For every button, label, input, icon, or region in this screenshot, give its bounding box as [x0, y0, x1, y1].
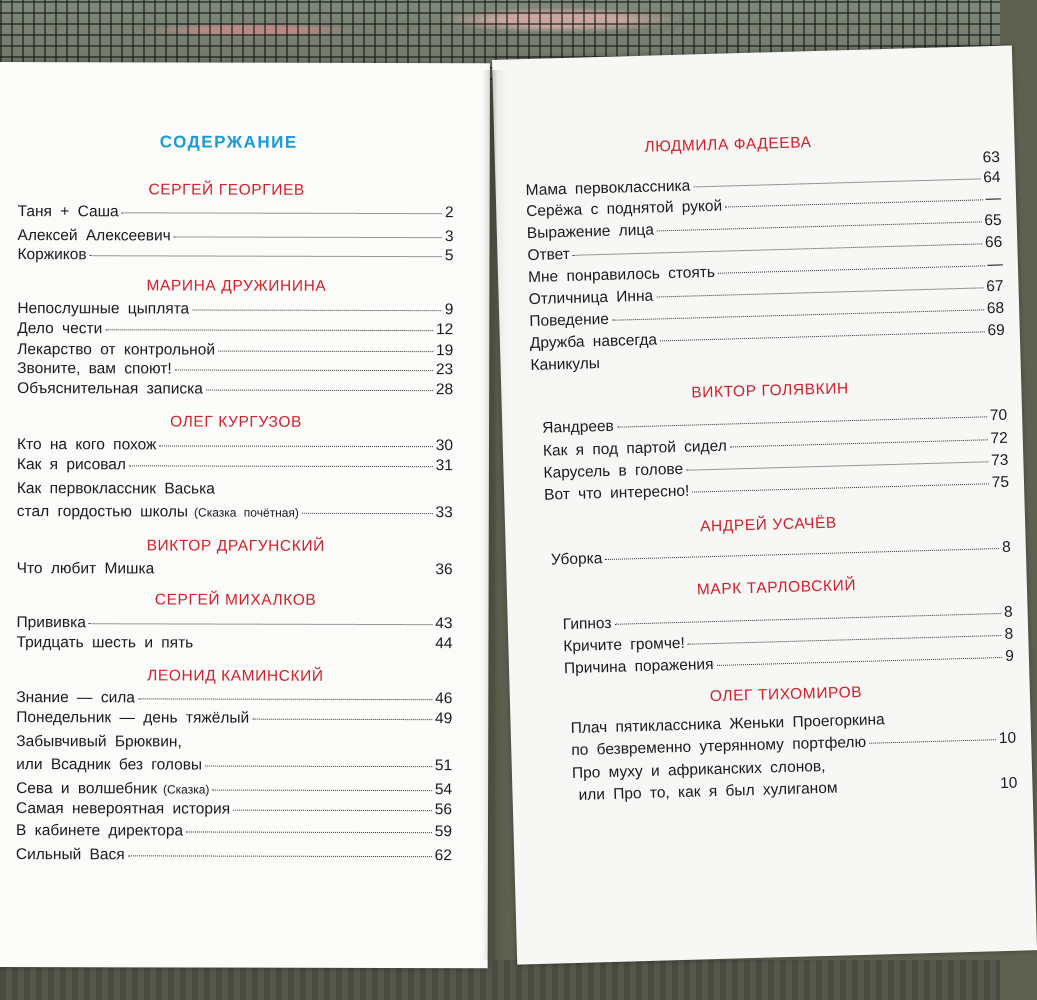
toc-entry: Причина поражения 9 — [563, 647, 1015, 678]
toc-entry: Дружба навсегда 69 — [529, 321, 1005, 353]
toc-entry-line: Плач пятиклассника Женьки Проегоркина — [570, 711, 885, 738]
toc-entry: Самая невероятная история 56 — [16, 800, 453, 819]
toc-entry: Каникулы — [530, 355, 601, 375]
toc-entry: Выражение лица 65 — [526, 211, 1002, 243]
author-heading: МАРИНА ДРУЖИНИНА — [146, 277, 327, 295]
toc-entry: Поведение 68 — [529, 299, 1005, 331]
toc-entry: Непослушные цыплята 9 — [17, 300, 454, 319]
toc-entry: Звоните, вам споют! 23 — [17, 360, 454, 379]
toc-entry: В кабинете директора 59 — [15, 822, 453, 841]
author-heading: СЕРГЕЙ ГЕОРГИЕВ — [148, 181, 305, 199]
toc-entry: Уборка 8 — [550, 538, 1012, 569]
toc-entry: по безвременно утерянному портфелю 10 — [571, 729, 1017, 760]
toc-entry: Как я под партой сидел 72 — [542, 429, 1008, 460]
book-gutter — [482, 70, 508, 960]
toc-entry: Ответ 66 — [527, 233, 1003, 265]
author-heading: ВИКТОР ДРАГУНСКИЙ — [146, 537, 325, 555]
toc-entry: Яандреев 70 — [542, 406, 1008, 437]
toc-entry: Дело чести 12 — [17, 320, 454, 339]
toc-entry-line: Как первоклассник Васька — [16, 480, 215, 498]
toc-entry: Сильный Вася 62 — [15, 846, 452, 865]
author-heading: ОЛЕГ ТИХОМИРОВ — [709, 683, 863, 706]
toc-entry: Прививка 43 — [16, 614, 453, 633]
toc-entry: Вот что интересно! 75 — [543, 473, 1010, 504]
toc-entry: Как я рисовал 31 — [16, 456, 453, 475]
author-heading: МАРК ТАРЛОВСКИЙ — [696, 577, 857, 599]
right-page — [492, 45, 1037, 964]
toc-entry: или Всадник без головы 51 — [16, 756, 453, 775]
author-heading: АНДРЕЙ УСАЧЁВ — [699, 514, 838, 536]
toc-entry: Кто на кого похож 30 — [16, 436, 454, 455]
toc-entry: Мама первоклассника 64 — [525, 168, 1001, 200]
toc-entry: Таня + Саша 2 — [17, 203, 454, 222]
toc-entry: Мне понравилось стоять — — [527, 255, 1004, 287]
author-heading: ЛЕОНИД КАМИНСКИЙ — [147, 667, 324, 685]
toc-entry: 63 — [982, 148, 1001, 167]
toc-entry: стал гордостью школы (Сказка почётная) 33 — [16, 503, 453, 522]
toc-entry: Карусель в голове 73 — [543, 451, 1009, 482]
toc-title: СОДЕРЖАНИЕ — [159, 132, 298, 152]
toc-entry: Отличница Инна 67 — [528, 277, 1004, 309]
author-heading: ВИКТОР ГОЛЯВКИН — [691, 380, 850, 402]
author-heading: ОЛЕГ КУРГУЗОВ — [170, 413, 302, 431]
toc-entry: или Про то, как я был хулиганом 10 — [578, 774, 1018, 804]
toc-entry: Коржиков 5 — [17, 246, 454, 265]
toc-entry: Кричите громче! 8 — [563, 625, 1014, 656]
left-page — [0, 62, 490, 968]
toc-entry: Объяснительная записка 28 — [17, 380, 454, 399]
toc-entry: Серёжа с поднятой рукой — — [526, 189, 1002, 221]
toc-entry: Понедельник — день тяжёлый 49 — [16, 709, 453, 728]
toc-entry-line: Про муху и африканских слонов, — [571, 757, 826, 783]
toc-entry-line: Забывчивый Брюквин, — [16, 733, 182, 751]
toc-entry: Алексей Алексеевич 3 — [17, 227, 454, 246]
toc-entry: Гипноз 8 — [562, 603, 1013, 634]
author-heading: СЕРГЕЙ МИХАЛКОВ — [154, 591, 317, 609]
toc-entry: Тридцать шесть и пять 44 — [16, 634, 453, 653]
toc-entry: Что любит Мишка 36 — [16, 560, 453, 579]
toc-entry: Лекарство от контрольной 19 — [17, 341, 454, 360]
toc-entry: Сева и волшебник (Сказка) 54 — [16, 780, 453, 799]
author-heading: ЛЮДМИЛА ФАДЕЕВА — [644, 134, 812, 156]
toc-entry: Знание — сила 46 — [16, 689, 453, 708]
